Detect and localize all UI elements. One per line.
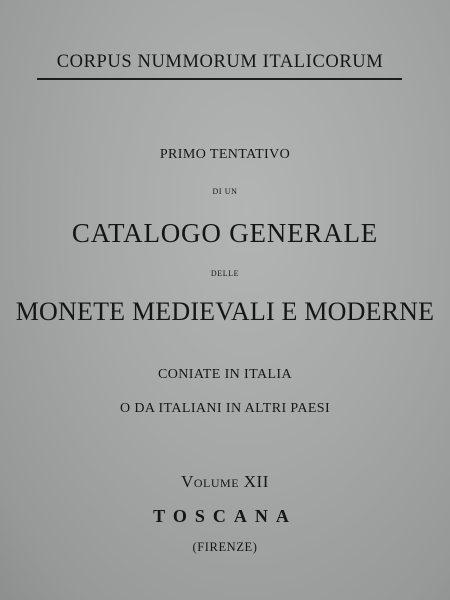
catalogo-generale-heading: CATALOGO GENERALE <box>71 218 379 248</box>
volume-label: Volume XII <box>181 472 269 491</box>
primo-tentativo-line: PRIMO TENTATIVO <box>159 147 291 162</box>
title-rule <box>37 78 402 80</box>
delle-line: DELLE <box>210 269 240 278</box>
di-un-line: DI UN <box>212 187 238 196</box>
series-title: CORPUS NUMMORUM ITALICORUM <box>56 52 384 72</box>
coniate-line: CONIATE IN ITALIA <box>158 367 292 382</box>
region-title: TOSCANA <box>153 506 297 526</box>
italiani-line: O DA ITALIANI IN ALTRI PAESI <box>119 401 331 416</box>
subregion-label: (FIRENZE) <box>192 540 258 554</box>
monete-heading: MONETE MEDIEVALI E MODERNE <box>15 297 435 326</box>
